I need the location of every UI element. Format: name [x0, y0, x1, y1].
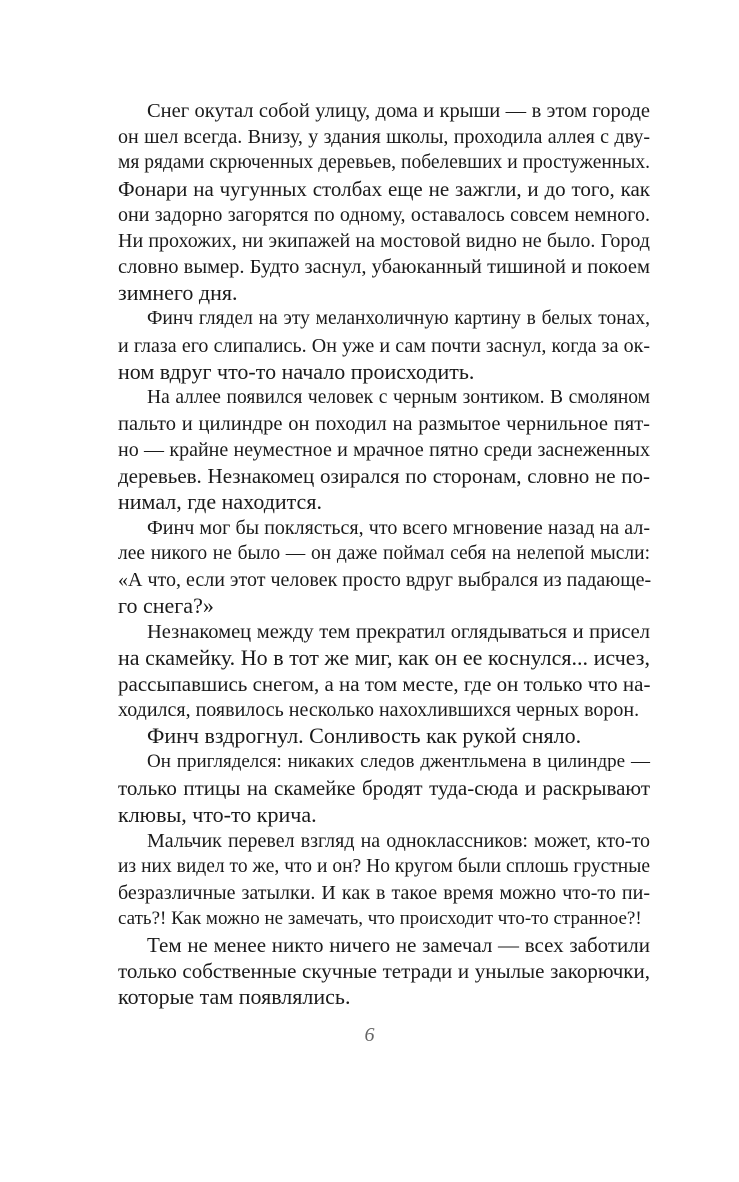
text-line: Мальчик перевел взгляд на одноклассников: может, кто-то	[147, 829, 650, 852]
text-line: но — крайне неуместное и мрачное пятно среди заснеженных	[118, 438, 650, 461]
text-line: Финч вздрогнул. Сонливость как рукой сняло.	[147, 723, 582, 749]
text-line: зимнего дня.	[118, 280, 238, 306]
text-line: Незнакомец между тем прекратил оглядываться и присел	[147, 621, 650, 644]
text-line: только собственные скучные тетради и унылые закорючки,	[118, 958, 650, 983]
text-line: только птицы на скамейке бродят туда-сюда и раскрывают	[118, 776, 650, 801]
text-line: сать?! Как можно не замечать, что происходит что-то странное?!	[118, 907, 642, 929]
page-number: 6	[364, 1024, 375, 1046]
text-line: На аллее появился человек с черным зонтиком. В смоляном	[147, 386, 650, 408]
text-line: словно вымер. Будто заснул, убаюканный тишиной и покоем	[118, 256, 650, 279]
text-line: ходился, появилось несколько нахохлившихся черных ворон.	[118, 699, 640, 722]
text-line: которые там появлялись.	[118, 983, 351, 1009]
text-line: деревьев. Незнакомец озирался по сторонам, словно не по-	[118, 463, 650, 488]
text-line: и глаза его слипались. Он уже и сам почти заснул, когда за ок-	[118, 334, 650, 357]
text-line: Ни прохожих, ни экипажей на мостовой видно не было. Город	[118, 230, 650, 253]
text-line: они задорно загорятся по одному, оставалось совсем немного.	[118, 204, 650, 227]
text-line: Финч мог бы поклясться, что всего мгновение назад на ал-	[147, 516, 650, 539]
text-line: клювы, что-то крича.	[118, 801, 317, 827]
text-line: го снега?»	[118, 593, 214, 619]
text-line: на скамейку. Но в тот же миг, как он ее коснулся... исчез,	[118, 645, 650, 671]
text-line: безразличные затылки. И как в такое время можно что-то пи-	[118, 881, 650, 904]
text-line: лее никого не было — он даже поймал себя на нелепой мысли:	[118, 542, 650, 564]
text-line: «А что, если этот человек просто вдруг выбрался из падающе-	[118, 569, 652, 592]
text-line: пальто и цилиндре он походил на размытое чернильное пят-	[118, 412, 650, 435]
text-line: Фонари на чугунных столбах еще не зажгли, и до того, как	[118, 177, 650, 202]
text-line: ном вдруг что-то начало происходить.	[118, 358, 475, 384]
text-line: Снег окутал собой улицу, дома и крыши — в этом городе	[147, 100, 650, 122]
text-line: Финч глядел на эту меланхоличную картину в белых тонах,	[147, 308, 650, 330]
text-line: рассыпавшись снегом, а на том месте, где он только что на-	[118, 672, 651, 697]
text-line: из них видел то же, что и он? Но кругом были сплошь грустные	[118, 855, 650, 877]
text-line: Тем не менее никто ничего не замечал — всех заботили	[147, 932, 650, 957]
text-line: Он пригляделся: никаких следов джентльмена в цилиндре —	[147, 751, 650, 773]
text-line: мя рядами скрюченных деревьев, побелевших и простуженных.	[118, 152, 650, 174]
text-line: нимал, где находится.	[118, 488, 322, 514]
text-line: он шел всегда. Внизу, у здания школы, проходила аллея с дву-	[118, 126, 650, 149]
